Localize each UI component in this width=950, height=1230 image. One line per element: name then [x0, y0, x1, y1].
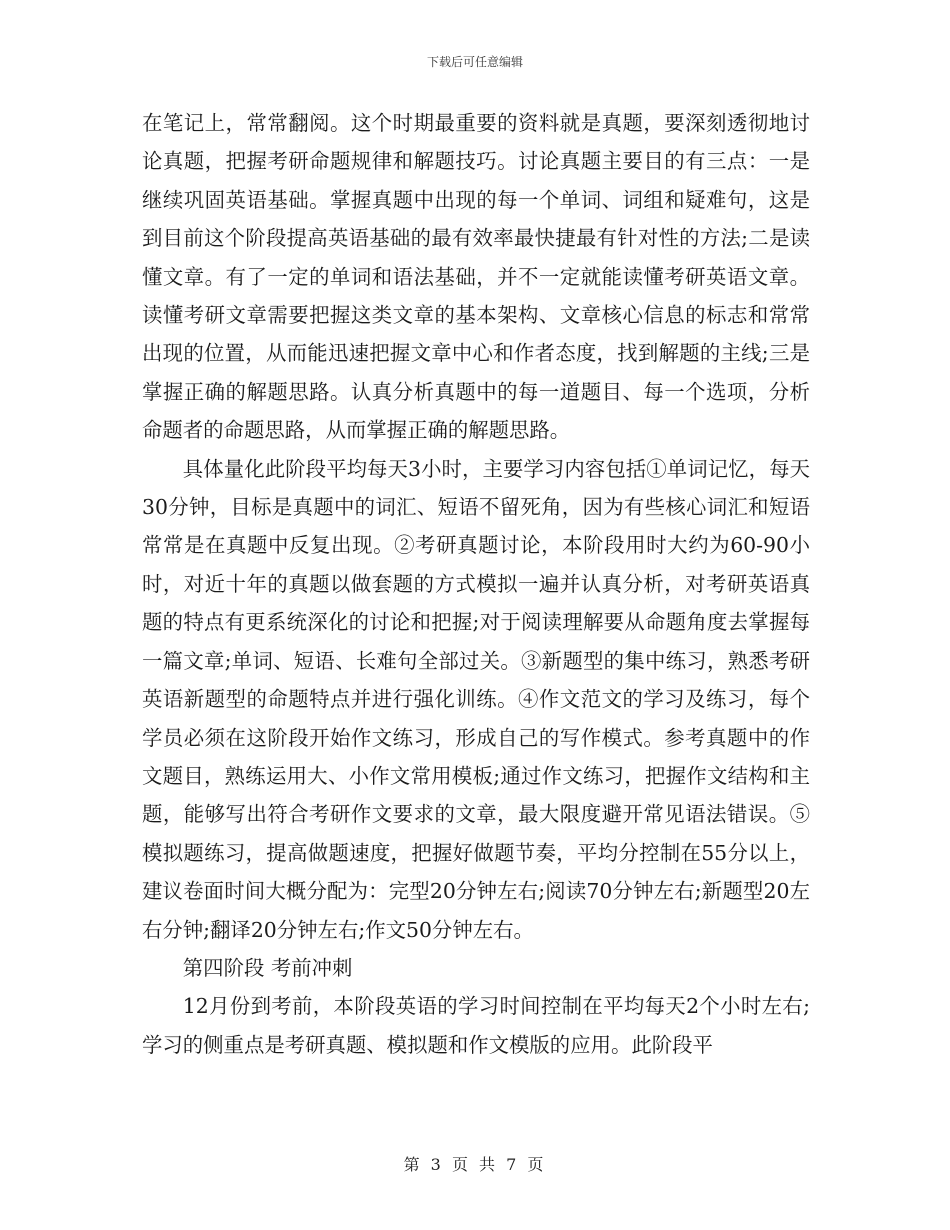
paragraph-2: 具体量化此阶段平均每天3小时，主要学习内容包括①单词记忆，每天30分钟，目标是真题中的词汇、短语不留死角，因为有些核心词汇和短语常常是在真题中反复出现。②考研真题讨论，本阶段用时大约为60-90小时，对近十年的真题以做套题的方式模拟一遍并认真分析，对考研英语真题的特点有更系统深化的讨论和把握;对于阅读理解要从命题角度去掌握每一篇文章;单词、短语、长难句全部过关。③新题型的集中练习，熟悉考研英语新题型的命题特点并进行强化训练。④作文范文的学习及练习，每个学员必须在这阶段开始作文练习，形成自己的写作模式。参考真题中的作文题目，熟练运用大、小作文常用模板;通过作文练习，把握作文结构和主题，能够写出符合考研作文要求的文章，最大限度避开常见语法错误。⑤模拟题练习，提高做题速度，把握好做题节奏，平均分控制在55分以上，建议卷面时间大概分配为：完型20分钟左右;阅读70分钟左右;新题型20左右分钟;翻译20分钟左右;作文50分钟左右。 — [142, 456, 810, 942]
page-header: 下载后可任意编辑 — [426, 55, 523, 69]
page-footer: 第 3 页 共 7 页 — [403, 1155, 547, 1174]
paragraph-1: 在笔记上，常常翻阅。这个时期最重要的资料就是真题，要深刻透彻地讨论真题，把握考研命题规律和解题技巧。讨论真题主要目的有三点：一是继续巩固英语基础。掌握真题中出现的每一个单词、词组和疑难句，这是到目前这个阶段提高英语基础的最有效率最快捷最有针对性的方法;二是读懂文章。有了一定的单词和语法基础，并不一定就能读懂考研英语文章。读懂考研文章需要把握这类文章的基本架构、文章核心信息的标志和常常出现的位置，从而能迅速把握文章中心和作者态度，找到解题的主线;三是掌握正确的解题思路。认真分析真题中的每一道题目、每一个选项，分析命题者的命题思路，从而掌握正确的解题思路。 — [142, 111, 810, 443]
section-heading: 第四阶段 考前冲刺 — [182, 955, 353, 980]
document-body — [142, 104, 810, 1064]
paragraph-3: 12月份到考前，本阶段英语的学习时间控制在平均每天2个小时左右;学习的侧重点是考研真题、模拟题和作文模版的应用。此阶段平 — [142, 994, 810, 1057]
